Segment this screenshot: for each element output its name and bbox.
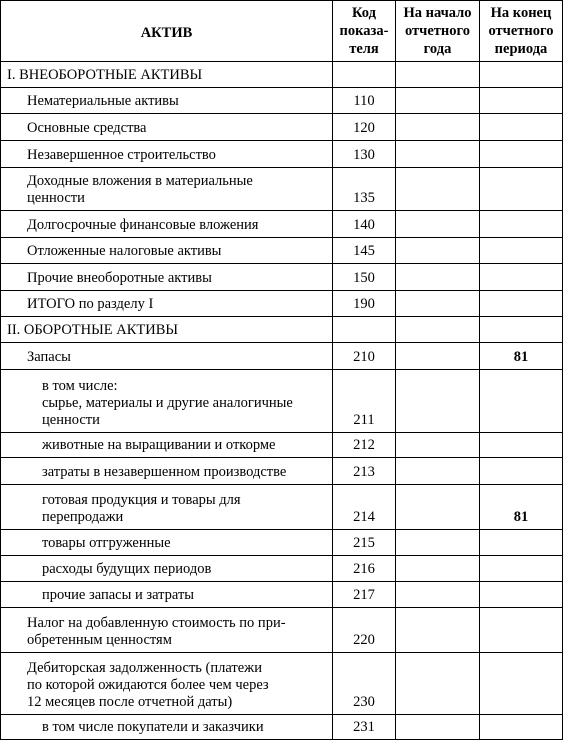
table-row [1,485,563,530]
value-start [396,653,480,715]
section-heading: II. ОБОРОТНЫЕ АКТИВЫ [1,317,333,343]
table-row [1,556,563,582]
value-end [480,433,563,458]
table-row [1,653,563,715]
value-end [480,608,563,653]
table-row [1,291,563,317]
value-end [480,458,563,485]
value-end [480,291,563,317]
value-start [396,141,480,168]
table-row [1,141,563,168]
value-start [396,168,480,211]
row-code: 190 [333,291,396,317]
value-end [480,141,563,168]
table-row [1,211,563,238]
section-heading: I. ВНЕОБОРОТНЫЕ АКТИВЫ [1,62,333,88]
row-label: Основные средства [1,114,333,141]
value-start [396,211,480,238]
value-start [396,458,480,485]
value-start [396,317,480,343]
row-label: готовая продукция и товары для перепродажи [1,485,333,530]
value-start [396,530,480,556]
value-end [480,556,563,582]
value-end [480,211,563,238]
value-start [396,343,480,370]
row-code: 150 [333,264,396,291]
row-label: животные на выращивании и откорме [1,433,333,458]
table-row [1,458,563,485]
row-label: ИТОГО по разделу I [1,291,333,317]
row-code: 211 [333,370,396,433]
value-end [480,88,563,114]
row-code: 215 [333,530,396,556]
row-label: в том числе: сырье, материалы и другие аналогичные ценности [1,370,333,433]
value-end [480,264,563,291]
value-start [396,715,480,740]
value-start [396,62,480,88]
value-end [480,370,563,433]
table-row [1,343,563,370]
value-start [396,291,480,317]
table-row [1,317,563,343]
table-row [1,715,563,740]
value-end [480,530,563,556]
table-row [1,433,563,458]
row-label: Дебиторская задолженность (платежи по которой ожидаются более чем через 12 месяцев после отчетной даты) [1,653,333,715]
row-code: 210 [333,343,396,370]
row-code: 140 [333,211,396,238]
row-code: 212 [333,433,396,458]
table-row [1,264,563,291]
value-end [480,715,563,740]
value-end [480,168,563,211]
row-code: 230 [333,653,396,715]
value-start [396,582,480,608]
value-end [480,114,563,141]
table-row [1,582,563,608]
value-end [480,582,563,608]
row-label: затраты в незавершенном производстве [1,458,333,485]
row-code: 120 [333,114,396,141]
value-start [396,485,480,530]
table-row [1,530,563,556]
row-code: 110 [333,88,396,114]
row-label: Незавершенное строительство [1,141,333,168]
row-code: 213 [333,458,396,485]
row-label: Прочие внеоборотные активы [1,264,333,291]
table-row [1,88,563,114]
value-start [396,556,480,582]
row-label: Нематериальные активы [1,88,333,114]
table-row [1,370,563,433]
row-code [333,317,396,343]
value-start [396,264,480,291]
row-code: 130 [333,141,396,168]
value-end [480,317,563,343]
value-start [396,88,480,114]
header-start-of-year: На начало отчетного года [396,1,480,62]
row-label: прочие запасы и затраты [1,582,333,608]
table-row [1,62,563,88]
value-end [480,62,563,88]
row-label: Запасы [1,343,333,370]
row-label: Налог на добавленную стоимость по при- обретенным ценностям [1,608,333,653]
header-row [1,1,563,62]
row-label: товары отгруженные [1,530,333,556]
table-row [1,168,563,211]
table-row [1,114,563,141]
value-start [396,433,480,458]
value-end: 81 [480,485,563,530]
header-end-of-period: На конец отчетного периода [480,1,563,62]
row-label: расходы будущих периодов [1,556,333,582]
header-asset: АКТИВ [1,1,333,62]
row-code: 217 [333,582,396,608]
table-row [1,608,563,653]
value-end [480,653,563,715]
row-code: 231 [333,715,396,740]
row-code: 145 [333,238,396,264]
row-code: 214 [333,485,396,530]
value-end [480,238,563,264]
row-label: Долгосрочные финансовые вложения [1,211,333,238]
row-label: Доходные вложения в материальные ценности [1,168,333,211]
row-code: 220 [333,608,396,653]
row-code: 216 [333,556,396,582]
row-label: в том числе покупатели и заказчики [1,715,333,740]
value-start [396,608,480,653]
row-code: 135 [333,168,396,211]
value-start [396,370,480,433]
header-code: Код показа- теля [333,1,396,62]
row-code [333,62,396,88]
value-end: 81 [480,343,563,370]
table-row [1,238,563,264]
row-label: Отложенные налоговые активы [1,238,333,264]
value-start [396,238,480,264]
value-start [396,114,480,141]
